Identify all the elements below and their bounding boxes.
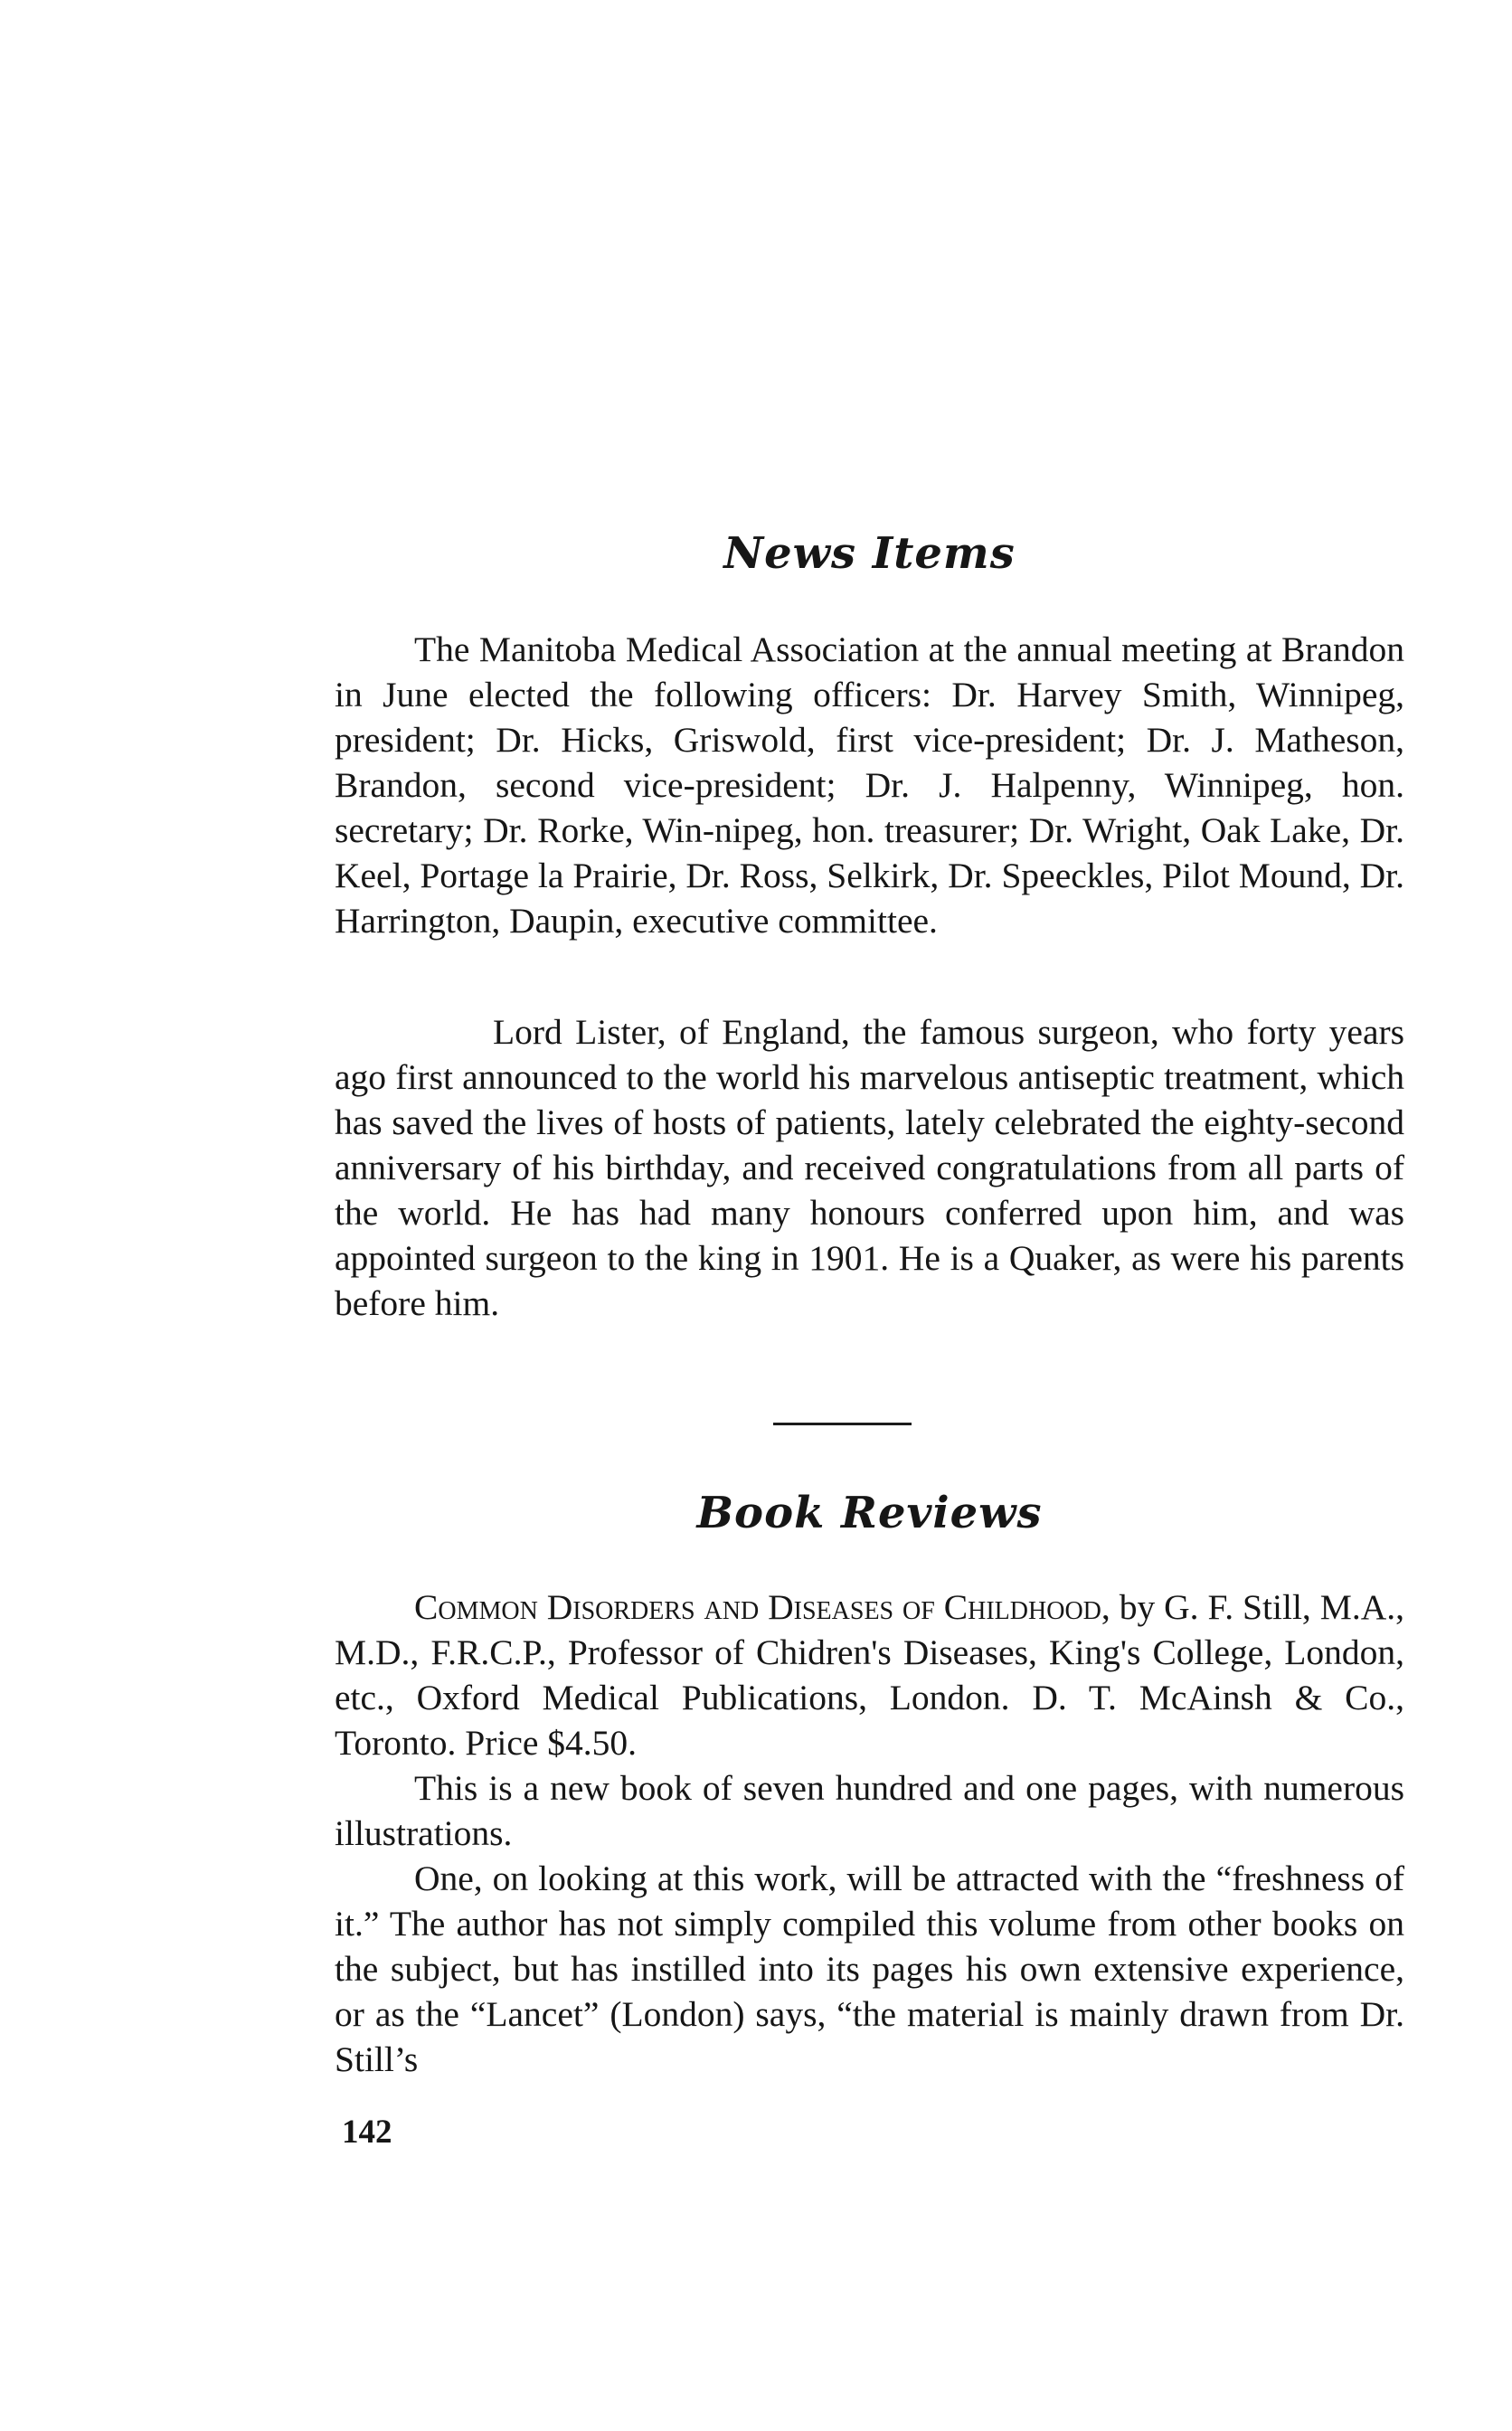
- page-number: 142: [342, 2114, 392, 2151]
- book-reviews-heading: Book Reviews: [696, 1488, 1043, 1538]
- review-paragraph-pages: This is a new book of seven hundred and one pages, with numerous illustrations.: [335, 1768, 1404, 1853]
- news-section-continued: [335, 1009, 1404, 1326]
- news-paragraph-lister: Lord Lister, of England, the famous surgeon, who forty years ago first announced to the world his marvelous antiseptic treatment, which has saved the lives of hosts of patients, lately celebrated the eighty-second anniversary of his birthday, and received congratulations from all parts of the world. He has had many honours conferred upon him, and was appointed surgeon to the king in 1901. He is a Quaker, as were his parents before him.: [335, 1012, 1404, 1323]
- section-divider: [773, 1423, 912, 1425]
- news-items-heading: News Items: [723, 528, 1016, 579]
- news-section: [335, 627, 1404, 943]
- book-review-entry: [335, 1584, 1404, 1765]
- news-paragraph-association: The Manitoba Medical Association at the annual meeting at Brandon in June elected the following officers: Dr. Harvey Smith, Winnipeg, president; Dr. Hicks, Griswold, first vice-president; Dr. J. Matheson, Brandon, second vice-president; Dr. J. Halpenny, Winnipeg, hon. secretary; Dr. Rorke, Win-nipeg, hon. treasurer; Dr. Wright, Oak Lake, Dr. Keel, Portage la Prairie, Dr. Ross, Selkirk, Dr. Speeckles, Pilot Mound, Dr. Harrington, Daupin, executive committee.: [335, 629, 1404, 941]
- book-title: Common Disorders and Diseases of Childhood: [414, 1587, 1101, 1627]
- review-paragraph-freshness: One, on looking at this work, will be attracted with the “freshness of it.” The author has not simply compiled this volume from other books on the subject, but has instilled into its pages his own extensive experience, or as the “Lancet” (London) says, “the material is mainly drawn from Dr. Still’s: [335, 1859, 1404, 2079]
- book-review-section: [335, 1584, 1404, 2082]
- book-citation: , by G. F. Still, M.A., M.D., F.R.C.P., Professor of Chidren's Diseases, King's College, London, etc., Oxford Medical Publications, London. D. T. McAinsh & Co., Toronto. Price $4.50.: [335, 1587, 1404, 1763]
